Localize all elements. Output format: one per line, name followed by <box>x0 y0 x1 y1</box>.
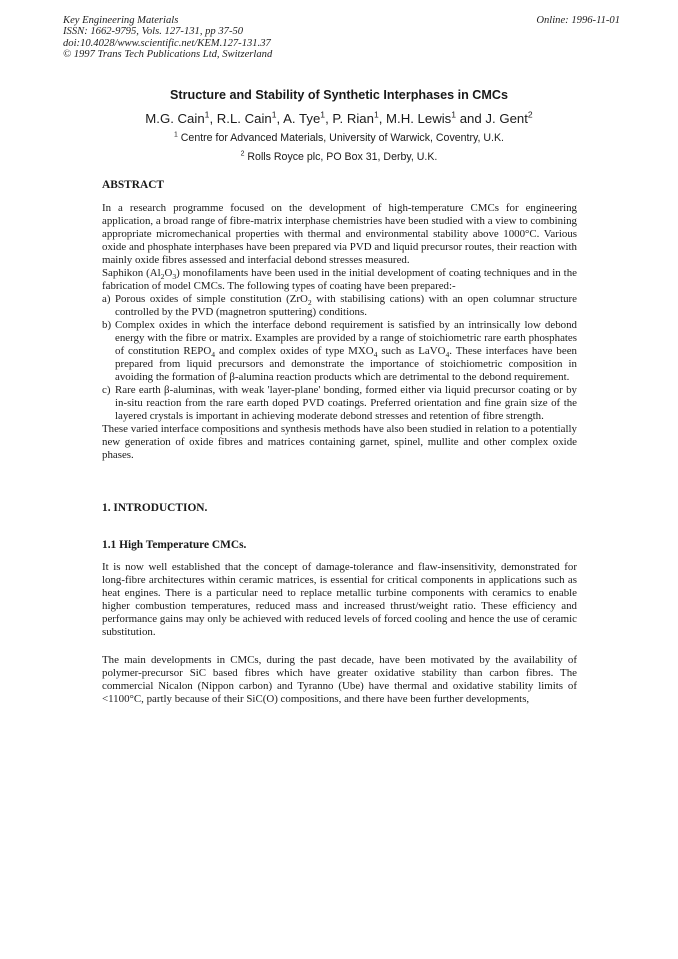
online-date: Online: 1996-11-01 <box>536 15 620 26</box>
affiliation-1: $^1$ Centre for Advanced Materials, University of Warwick, Coventry, U.K. <box>174 131 504 144</box>
abstract-intro: In a research programme focused on the development of high-temperature CMCs for engineering application, a broad range of fibre-matrix interphase chemistries have been studied with a view to combining appropriate micromechanical properties with thermal and environmental stability above 1000°C. Various oxide and phosphate interphases have been prepared via PVD and liquid precursor routes, their reaction with mainly oxide fibres assessed and interfacial debond stresses measured. <box>102 202 577 266</box>
author: P. Rian <box>332 111 374 126</box>
author: J. Gent <box>485 111 528 126</box>
author: M.H. Lewis <box>386 111 452 126</box>
abstract-body <box>102 202 577 462</box>
journal-name: Key Engineering Materials <box>63 15 179 26</box>
abstract-heading: ABSTRACT <box>102 179 165 191</box>
intro-paragraph-1: It is now well established that the concept of damage-tolerance and flaw-insensitivity, demonstrated for long-fibre architectures within ceramic matrices, is essential for critical components in applications such as heat engines. There is a particular need to replace metallic turbine components with ceramics to enable higher combustion temperatures, reduced mass and increased thrust/weight ratio. These efficiency and performance gains may only be achieved with reduced levels of forced cooling and hence the use of ceramic substitution. <box>102 561 577 638</box>
abstract-saphikon: Saphikon $(Al_2O_3)$ monofilaments have been used in the initial development of coating techniques and in the fabrication of model CMCs. The following types of coating have been prepared:- <box>102 267 577 292</box>
list-item: b) Complex oxides in which the interface debond requirement is satisfied by an intrinsically low debond energy with the fibre or matrix. Examples are provided by a range of stoichiometric rare earth phosphates of constitution $REPO_4$ and complex oxides of type $MXO_4$ such as LaVO$_4$. These interfaces have been prepared from liquid precursors and demonstrate the importance of stoichiometric composition in avoiding the formation of β-alumina reaction products which are detrimental to the debond requirement. <box>102 319 577 383</box>
journal-header <box>63 15 272 60</box>
introduction-heading: 1. INTRODUCTION. <box>102 502 208 514</box>
coating-types-list <box>102 293 577 423</box>
issn-line: ISSN: 1662-9795, Vols. 127-131, pp 37-50 <box>63 26 244 38</box>
subsection-heading: 1.1 High Temperature CMCs. <box>102 539 247 551</box>
list-item: c) Rare earth β-aluminas, with weak 'layer-plane' bonding, formed either via liquid precursor coating or by in-situ reaction from the rare earth doped PVD coatings. Preferred orientation and fine grain size of the layered crystals is important in achieving moderate debond stresses and retention of fibre strength. <box>102 384 577 422</box>
affiliation-2: $^2$ Rolls Royce plc, PO Box 31, Derby, U.K. <box>240 150 438 163</box>
paper-title: Structure and Stability of Synthetic Interphases in CMCs <box>170 88 508 102</box>
intro-paragraph-2: The main developments in CMCs, during the past decade, have been motivated by the availability of polymer-precursor SiC based fibres which have greater oxidative stability than carbon fibres. The commercial Nicalon (Nippon carbon) and Tyranno (Ube) have thermal and oxidative stability limits of <1100°C, partly because of their SiC(O) compositions, and there have been further developments, <box>102 654 577 705</box>
author-list: M.G. Cain$^1$, R.L. Cain$^1$, A. Tye$^1$, P. Rian$^1$, M.H. Lewis$^1$ and J. Gent$^2$ <box>145 109 533 126</box>
doi-line: doi:10.4028/www.scientific.net/KEM.127-131.37 <box>63 37 271 49</box>
author: A. Tye <box>283 111 321 126</box>
copyright-line: © 1997 Trans Tech Publications Ltd, Switzerland <box>63 48 273 60</box>
abstract-closing: These varied interface compositions and synthesis methods have also been studied in relation to a potentially new generation of oxide fibres and matrices containing garnet, spinel, mullite and other complex oxide phases. <box>102 423 577 461</box>
author: M.G. Cain <box>145 111 205 126</box>
author: R.L. Cain <box>216 111 272 126</box>
list-item: a) Porous oxides of simple constitution (ZrO$_2$ with stabilising cations) with an open columnar structure controlled by the PVD (magnetron sputtering) conditions. <box>102 293 577 318</box>
